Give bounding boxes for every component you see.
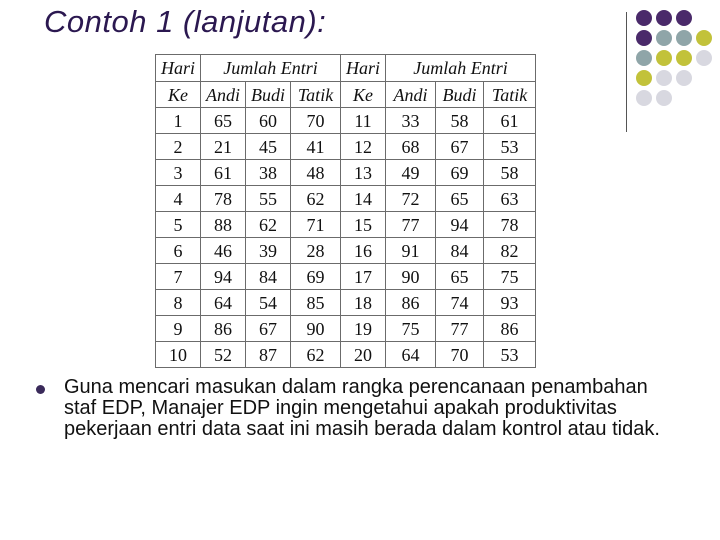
table-cell: 5	[156, 212, 201, 238]
table-cell: 28	[291, 238, 341, 264]
table-cell: 93	[484, 290, 536, 316]
decorative-dot	[636, 30, 652, 46]
decorative-dot	[656, 90, 672, 106]
bullet-text: Guna mencari masukan dalam rangka perencanaan penambahan staf EDP, Manajer EDP ingin mengetahui apakah produktivitas pekerjaan entri data saat ini masih berada dalam kontrol atau tidak.	[64, 376, 660, 440]
table-row	[156, 238, 536, 264]
decorative-dot	[636, 70, 652, 86]
table-cell: 11	[341, 108, 386, 134]
table-cell: 64	[386, 342, 436, 368]
table-cell: 53	[484, 134, 536, 160]
decorative-dot	[636, 90, 652, 106]
table-cell: 69	[436, 160, 484, 186]
table-row	[156, 342, 536, 368]
table-cell: 67	[436, 134, 484, 160]
table-cell: 67	[246, 316, 291, 342]
table-cell: 54	[246, 290, 291, 316]
header-day-2: Hari	[341, 55, 386, 82]
decorative-dot	[676, 70, 692, 86]
table-cell: 10	[156, 342, 201, 368]
table-cell: 71	[291, 212, 341, 238]
table-cell: 21	[201, 134, 246, 160]
table-cell: 90	[291, 316, 341, 342]
table-row	[156, 134, 536, 160]
subheader-cell: Budi	[436, 82, 484, 108]
table-cell: 20	[341, 342, 386, 368]
table-cell: 69	[291, 264, 341, 290]
table-cell: 62	[291, 186, 341, 212]
table-row	[156, 108, 536, 134]
table-cell: 55	[246, 186, 291, 212]
subheader-cell: Tatik	[291, 82, 341, 108]
bullet-point-icon	[36, 385, 45, 394]
table-cell: 74	[436, 290, 484, 316]
table-row	[156, 316, 536, 342]
table-row	[156, 186, 536, 212]
table-cell: 16	[341, 238, 386, 264]
table-cell: 86	[201, 316, 246, 342]
table-cell: 86	[386, 290, 436, 316]
table-cell: 14	[341, 186, 386, 212]
subheader-cell: Budi	[246, 82, 291, 108]
decorative-dot	[656, 10, 672, 26]
table-cell: 77	[436, 316, 484, 342]
table-cell: 94	[436, 212, 484, 238]
table-cell: 33	[386, 108, 436, 134]
table-cell: 15	[341, 212, 386, 238]
table-cell: 90	[386, 264, 436, 290]
table-cell: 13	[341, 160, 386, 186]
table-cell: 12	[341, 134, 386, 160]
decorative-dot	[676, 30, 692, 46]
table-cell: 62	[291, 342, 341, 368]
subheader-cell: Andi	[386, 82, 436, 108]
table-cell: 4	[156, 186, 201, 212]
table-cell: 58	[436, 108, 484, 134]
table-cell: 1	[156, 108, 201, 134]
table-cell: 60	[246, 108, 291, 134]
table-cell: 88	[201, 212, 246, 238]
table-cell: 65	[436, 264, 484, 290]
slide-title: Contoh 1 (lanjutan):	[44, 4, 327, 39]
header-entries-2: Jumlah Entri	[386, 55, 536, 82]
table-row	[156, 290, 536, 316]
table-cell: 3	[156, 160, 201, 186]
decorative-dot	[696, 50, 712, 66]
decorative-dot	[636, 10, 652, 26]
table-cell: 84	[246, 264, 291, 290]
entry-data-table	[155, 54, 536, 368]
table-row	[156, 212, 536, 238]
subheader-cell: Andi	[201, 82, 246, 108]
decorative-dot	[656, 50, 672, 66]
bullet-item	[36, 377, 696, 440]
decorative-dot	[676, 10, 692, 26]
table-cell: 2	[156, 134, 201, 160]
table-cell: 75	[386, 316, 436, 342]
decorative-dot	[696, 30, 712, 46]
subheader-cell: Tatik	[484, 82, 536, 108]
table-cell: 70	[291, 108, 341, 134]
decorative-dot	[636, 50, 652, 66]
table-cell: 68	[386, 134, 436, 160]
divider-line	[626, 12, 627, 132]
table-cell: 64	[201, 290, 246, 316]
table-cell: 62	[246, 212, 291, 238]
table-cell: 75	[484, 264, 536, 290]
table-cell: 6	[156, 238, 201, 264]
table-cell: 78	[484, 212, 536, 238]
table-cell: 78	[201, 186, 246, 212]
table-cell: 49	[386, 160, 436, 186]
table-cell: 65	[436, 186, 484, 212]
subheader-cell: Ke	[341, 82, 386, 108]
data-table-container	[155, 54, 535, 365]
table-cell: 38	[246, 160, 291, 186]
table-cell: 7	[156, 264, 201, 290]
table-cell: 52	[201, 342, 246, 368]
table-cell: 58	[484, 160, 536, 186]
decorative-dot-grid	[636, 10, 720, 120]
table-row	[156, 160, 536, 186]
table-cell: 87	[246, 342, 291, 368]
table-cell: 82	[484, 238, 536, 264]
table-cell: 19	[341, 316, 386, 342]
table-row	[156, 264, 536, 290]
table-cell: 48	[291, 160, 341, 186]
table-cell: 94	[201, 264, 246, 290]
table-cell: 86	[484, 316, 536, 342]
table-cell: 46	[201, 238, 246, 264]
table-cell: 65	[201, 108, 246, 134]
header-day-1: Hari	[156, 55, 201, 82]
table-cell: 18	[341, 290, 386, 316]
table-cell: 45	[246, 134, 291, 160]
table-cell: 41	[291, 134, 341, 160]
table-cell: 91	[386, 238, 436, 264]
table-cell: 39	[246, 238, 291, 264]
decorative-dot	[676, 50, 692, 66]
table-cell: 17	[341, 264, 386, 290]
table-cell: 9	[156, 316, 201, 342]
decorative-dot	[656, 30, 672, 46]
table-cell: 8	[156, 290, 201, 316]
table-cell: 70	[436, 342, 484, 368]
table-cell: 61	[201, 160, 246, 186]
table-cell: 72	[386, 186, 436, 212]
table-cell: 61	[484, 108, 536, 134]
table-cell: 53	[484, 342, 536, 368]
subheader-cell: Ke	[156, 82, 201, 108]
table-cell: 84	[436, 238, 484, 264]
table-cell: 77	[386, 212, 436, 238]
decorative-dot	[656, 70, 672, 86]
table-cell: 85	[291, 290, 341, 316]
header-entries-1: Jumlah Entri	[201, 55, 341, 82]
table-cell: 63	[484, 186, 536, 212]
